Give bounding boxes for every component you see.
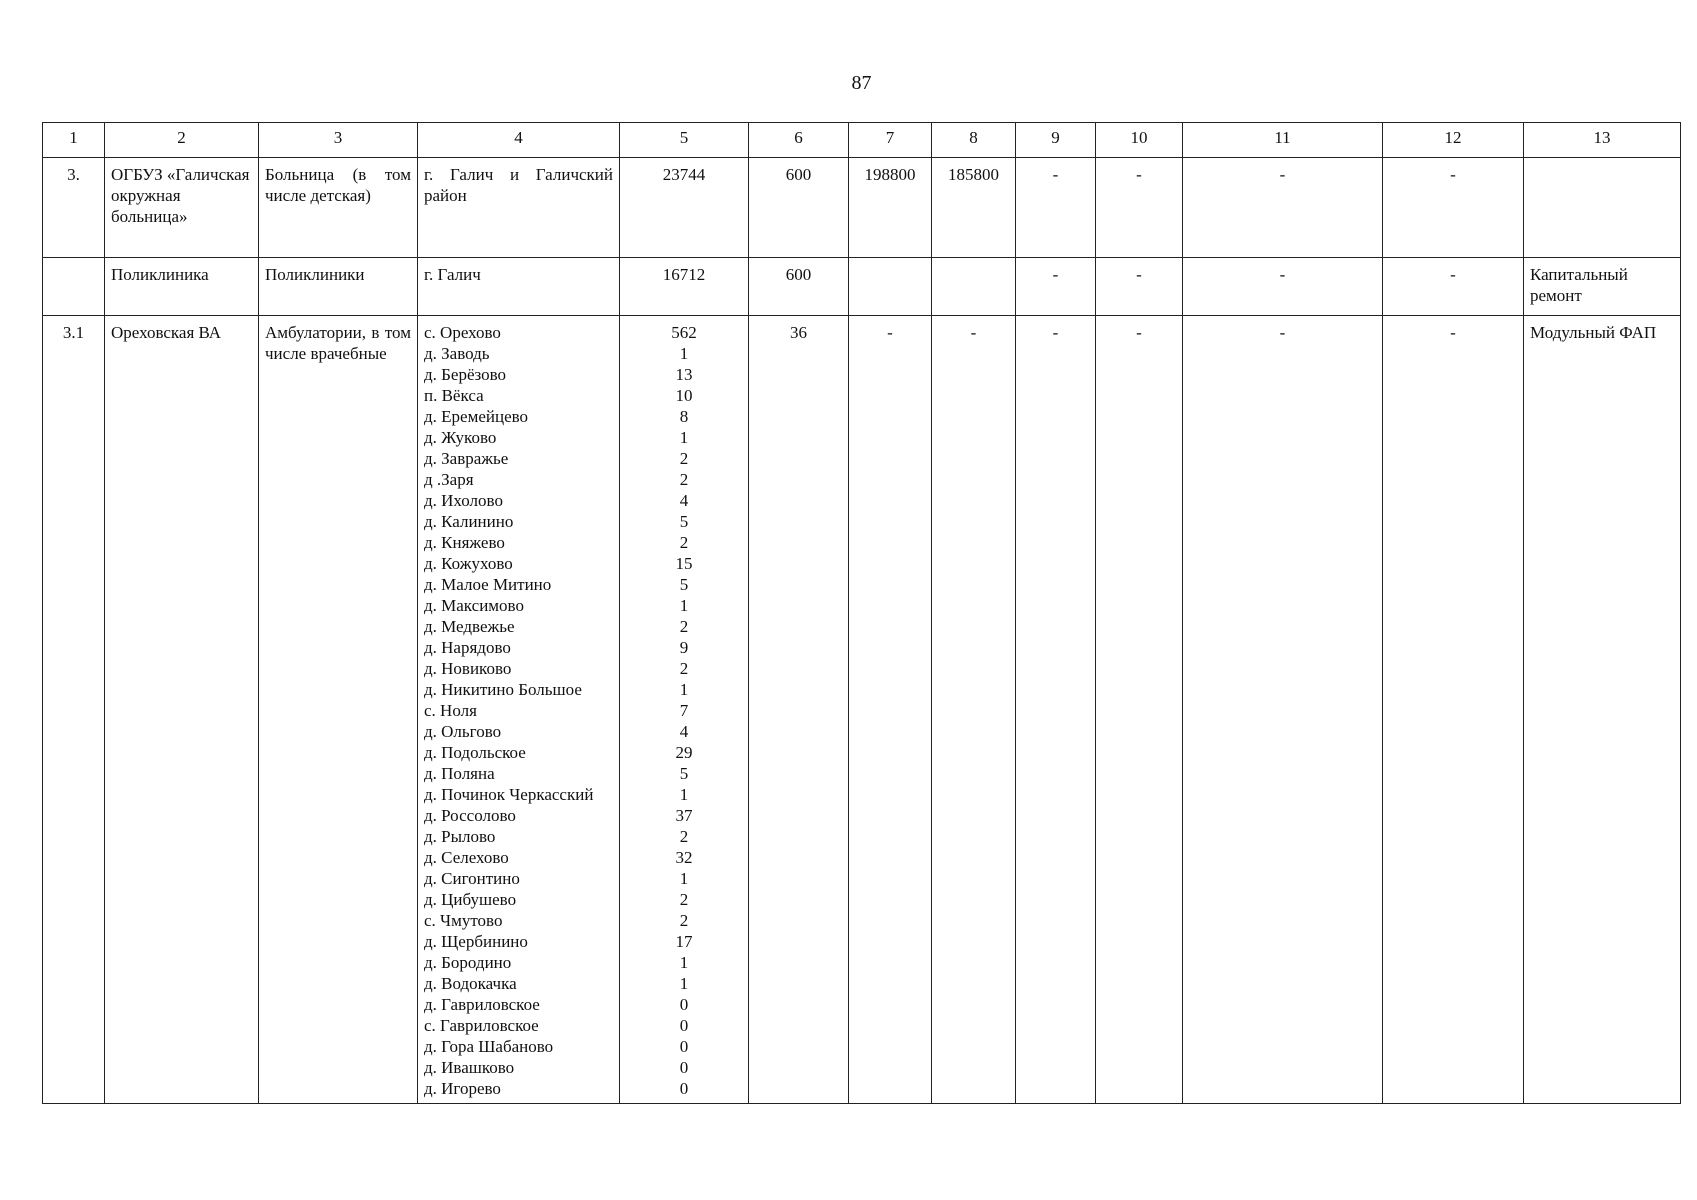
location-cell: г. Галич	[418, 258, 620, 316]
settlement-name: д. Россолово	[424, 806, 516, 825]
settlement-name: д. Гавриловское	[424, 995, 540, 1014]
settlement-population: 37	[675, 806, 693, 825]
settlement-name: д. Еремейцево	[424, 407, 529, 426]
settlement-population: 0	[679, 1016, 689, 1035]
facility-type-cell: Поликлиники	[259, 258, 418, 316]
column-number: 6	[749, 123, 849, 158]
settlement-population: 17	[675, 932, 693, 951]
value-cell: 16712	[620, 258, 749, 316]
value-cell: -	[1096, 258, 1183, 316]
settlement-name: д. Подольское	[424, 743, 526, 762]
settlement-population: 8	[679, 407, 689, 426]
value-cell: -	[1016, 158, 1096, 258]
settlement-population: 2	[679, 449, 689, 468]
settlement-population: 1	[679, 596, 689, 615]
settlement-name: с. Орехово	[424, 323, 501, 342]
table-row	[43, 316, 1681, 1104]
settlement-population: 29	[675, 743, 693, 762]
value-cell: -	[1383, 158, 1524, 258]
note-cell: Капитальный ремонт	[1524, 258, 1681, 316]
settlement-name: д. Никитино Большое	[424, 680, 582, 699]
settlement-population: 2	[679, 911, 689, 930]
value-cell: -	[1383, 316, 1524, 1104]
row-number	[43, 258, 105, 316]
settlement-population: 2	[679, 890, 689, 909]
settlement-name: д. Ольгово	[424, 722, 502, 741]
value-cell: -	[1383, 258, 1524, 316]
settlement-name: д. Завражье	[424, 449, 509, 468]
value-cell	[849, 258, 932, 316]
settlement-population: 15	[675, 554, 693, 573]
value-cell: 600	[749, 258, 849, 316]
settlement-name: д. Водокачка	[424, 974, 517, 993]
settlement-name: д. Селехово	[424, 848, 509, 867]
organization-cell: ОГБУЗ «Галичская окружная больница»	[105, 158, 259, 258]
settlement-population: 2	[679, 533, 689, 552]
value-cell: 23744	[620, 158, 749, 258]
settlement-population: 2	[679, 470, 689, 489]
settlement-population: 1	[679, 785, 689, 804]
settlement-name: д .Заря	[424, 470, 474, 489]
note-cell	[1524, 158, 1681, 258]
settlement-population: 1	[679, 428, 689, 447]
facility-type-cell: Амбулатории, в том числе врачебные	[259, 316, 418, 1104]
settlement-population: 5	[679, 575, 689, 594]
settlement-name: д. Ивашково	[424, 1058, 515, 1077]
column-number: 3	[259, 123, 418, 158]
value-cell: 36	[749, 316, 849, 1104]
settlement-name: п. Вёкса	[424, 386, 484, 405]
note-cell: Модульный ФАП	[1524, 316, 1681, 1104]
settlement-list	[424, 322, 613, 1099]
value-cell: -	[1183, 258, 1383, 316]
settlement-population: 2	[679, 659, 689, 678]
value-cell: 198800	[849, 158, 932, 258]
settlement-name: д. Жуково	[424, 428, 497, 447]
settlement-population: 1	[679, 953, 689, 972]
value-cell	[932, 258, 1016, 316]
settlement-name: д. Бородино	[424, 953, 512, 972]
settlement-name: д. Рылово	[424, 827, 496, 846]
table-row	[43, 158, 1681, 258]
column-number: 10	[1096, 123, 1183, 158]
settlement-name: д. Игорево	[424, 1079, 501, 1098]
table-row	[43, 258, 1681, 316]
settlement-name: д. Заводь	[424, 344, 490, 363]
settlement-name: д. Щербинино	[424, 932, 528, 951]
column-number: 11	[1183, 123, 1383, 158]
settlement-name: д. Княжево	[424, 533, 505, 552]
settlement-population: 32	[675, 848, 693, 867]
value-cell: -	[1183, 316, 1383, 1104]
settlement-name: д. Починок Черкасский	[424, 785, 594, 804]
column-number: 12	[1383, 123, 1524, 158]
settlement-population: 1	[679, 344, 689, 363]
settlement-population: 2	[679, 827, 689, 846]
settlement-name: д. Гора Шабаново	[424, 1037, 554, 1056]
settlement-population: 0	[679, 1037, 689, 1056]
population-list-cell	[620, 316, 749, 1104]
facilities-table	[42, 122, 1681, 1104]
value-cell: 185800	[932, 158, 1016, 258]
settlement-name: д. Берёзово	[424, 365, 507, 384]
column-number: 8	[932, 123, 1016, 158]
settlement-name: с. Гавриловское	[424, 1016, 539, 1035]
settlement-population: 4	[679, 491, 689, 510]
settlement-population: 7	[679, 701, 689, 720]
settlement-population: 10	[675, 386, 693, 405]
settlement-name: д. Сигонтино	[424, 869, 520, 888]
settlement-name: д. Нарядово	[424, 638, 511, 657]
settlement-population: 13	[675, 365, 693, 384]
row-number: 3.	[43, 158, 105, 258]
column-number: 5	[620, 123, 749, 158]
settlement-population: 5	[679, 764, 689, 783]
settlement-population: 0	[679, 1079, 689, 1098]
column-number: 1	[43, 123, 105, 158]
population-list	[626, 322, 742, 1099]
settlement-population: 0	[679, 995, 689, 1014]
column-number: 13	[1524, 123, 1681, 158]
column-number: 4	[418, 123, 620, 158]
settlement-name: д. Кожухово	[424, 554, 513, 573]
settlement-name: д. Медвежье	[424, 617, 515, 636]
settlement-name: д. Цибушево	[424, 890, 517, 909]
settlement-name: д. Поляна	[424, 764, 495, 783]
settlement-population: 1	[679, 974, 689, 993]
settlement-population: 0	[679, 1058, 689, 1077]
organization-cell: Ореховская ВА	[105, 316, 259, 1104]
settlement-population: 2	[679, 617, 689, 636]
location-cell: г. Галич и Галичский район	[418, 158, 620, 258]
settlement-population: 9	[679, 638, 689, 657]
settlement-population: 1	[679, 869, 689, 888]
value-cell: 600	[749, 158, 849, 258]
value-cell: -	[1183, 158, 1383, 258]
settlement-name: д. Калинино	[424, 512, 514, 531]
settlement-name: д. Малое Митино	[424, 575, 552, 594]
settlement-name: д. Ихолово	[424, 491, 503, 510]
settlement-name: д. Новиково	[424, 659, 512, 678]
settlement-name: д. Максимово	[424, 596, 524, 615]
settlement-population: 4	[679, 722, 689, 741]
value-cell: -	[1016, 258, 1096, 316]
settlement-population: 5	[679, 512, 689, 531]
column-number: 9	[1016, 123, 1096, 158]
organization-cell: Поликлиника	[105, 258, 259, 316]
settlement-name: с. Чмутово	[424, 911, 503, 930]
facility-type-cell: Больница (в том числе детская)	[259, 158, 418, 258]
column-number: 2	[105, 123, 259, 158]
row-number: 3.1	[43, 316, 105, 1104]
column-number: 7	[849, 123, 932, 158]
settlement-population: 1	[679, 680, 689, 699]
settlement-population: 562	[671, 323, 697, 342]
value-cell: -	[1096, 316, 1183, 1104]
settlement-name: с. Ноля	[424, 701, 477, 720]
value-cell: -	[849, 316, 932, 1104]
table-header-row	[43, 123, 1681, 158]
value-cell: -	[932, 316, 1016, 1104]
settlement-list-cell	[418, 316, 620, 1104]
page-number: 87	[851, 72, 872, 94]
value-cell: -	[1096, 158, 1183, 258]
value-cell: -	[1016, 316, 1096, 1104]
